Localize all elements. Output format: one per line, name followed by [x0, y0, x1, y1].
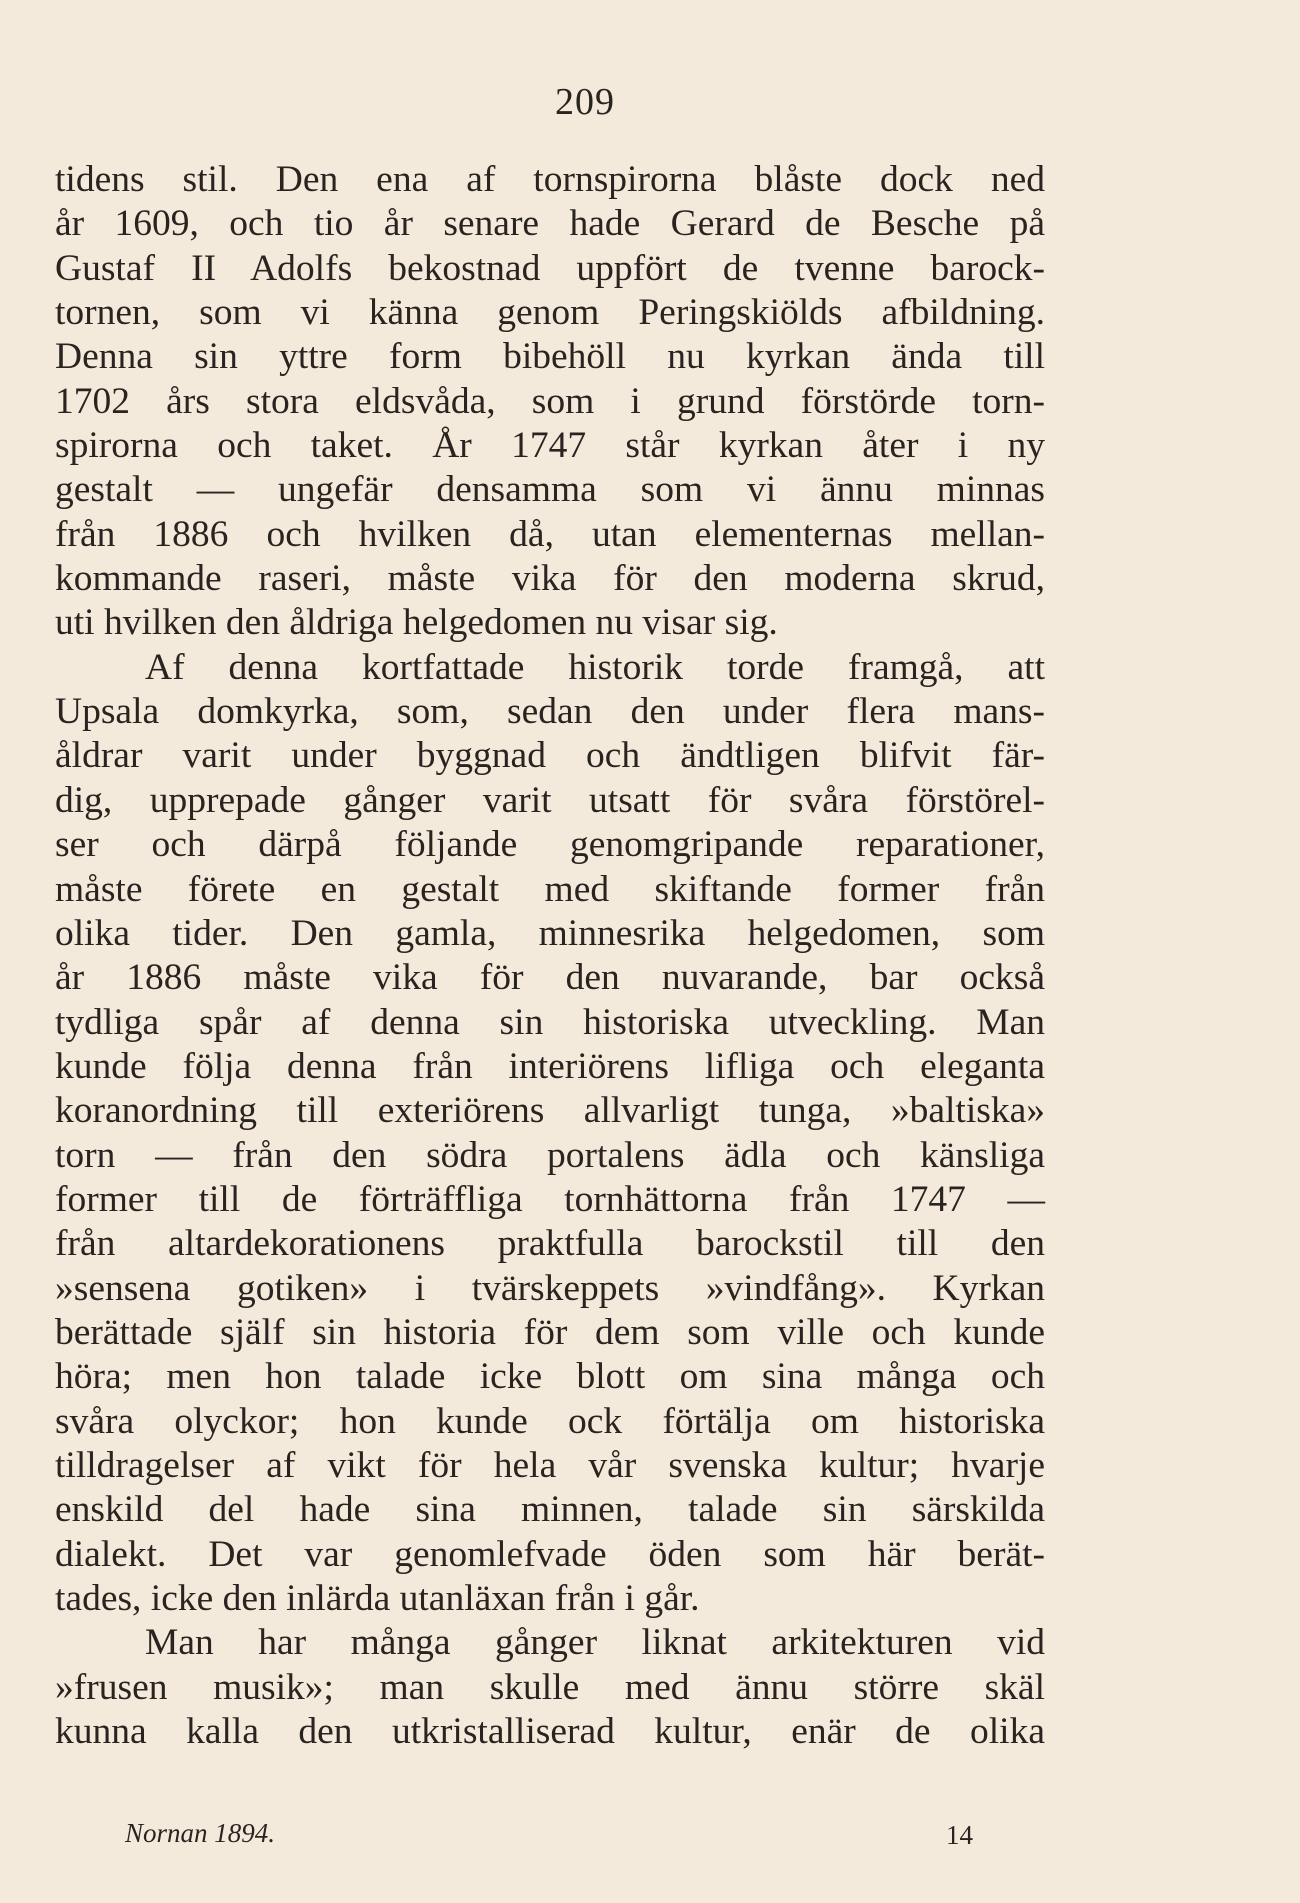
text-line: Gustaf II Adolfs bekostnad uppfört de tvenne barock-: [55, 247, 1045, 289]
page-footer: [125, 1818, 973, 1858]
body-text: [55, 158, 1045, 1754]
text-line: tades, icke den inlärda utanläxan från i går.: [55, 1578, 700, 1619]
text-line: kunna kalla den utkristalliserad kultur, enär de olika: [55, 1711, 1045, 1753]
text-line: år 1609, och tio år senare hade Gerard de Besche på: [55, 203, 1045, 245]
text-line: Upsala domkyrka, som, sedan den under flera mans-: [55, 691, 1045, 733]
text-line: Man har många gånger liknat arkitekturen vid: [145, 1622, 1045, 1664]
text-line: former till de förträffliga tornhättorna från 1747 —: [55, 1178, 1045, 1220]
text-line: åldrar varit under byggnad och ändtligen blifvit fär-: [55, 735, 1045, 777]
text-line: olika tider. Den gamla, minnesrika helgedomen, som: [55, 912, 1045, 954]
text-line: kommande raseri, måste vika för den moderna skrud,: [55, 558, 1045, 600]
text-line: 1702 års stora eldsvåda, som i grund förstörde torn-: [55, 380, 1045, 422]
text-line: koranordning till exteriörens allvarligt tunga, »baltiska»: [55, 1090, 1045, 1132]
text-line: dialekt. Det var genomlefvade öden som här berät-: [55, 1533, 1045, 1575]
text-line: ser och därpå följande genomgripande reparationer,: [55, 824, 1045, 866]
text-line: gestalt — ungefär densamma som vi ännu minnas: [55, 469, 1045, 511]
text-line: torn — från den södra portalens ädla och känsliga: [55, 1134, 1045, 1176]
text-line: från 1886 och hvilken då, utan elementernas mellan-: [55, 513, 1045, 555]
text-line: berättade själf sin historia för dem som ville och kunde: [55, 1311, 1045, 1353]
signature-mark: 14: [946, 1820, 973, 1850]
text-line: spirorna och taket. År 1747 står kyrkan åter i ny: [55, 425, 1045, 467]
text-line: höra; men hon talade icke blott om sina många och: [55, 1356, 1045, 1398]
text-line: uti hvilken den åldriga helgedomen nu visar sig.: [55, 602, 778, 644]
text-line: »frusen musik»; man skulle med ännu större skäl: [55, 1666, 1045, 1708]
text-line: kunde följa denna från interiörens lifliga och eleganta: [55, 1045, 1045, 1087]
text-line: tidens stil. Den ena af tornspirorna blåste dock ned: [55, 159, 1045, 200]
text-line: år 1886 måste vika för den nuvarande, bar också: [55, 957, 1045, 999]
text-line: måste förete en gestalt med skiftande former från: [55, 868, 1045, 910]
text-line: tydliga spår af denna sin historiska utveckling. Man: [55, 1001, 1045, 1043]
text-line: svåra olyckor; hon kunde ock förtälja om historiska: [55, 1400, 1045, 1442]
signature-title: Nornan 1894.: [125, 1818, 276, 1848]
text-line: tornen, som vi känna genom Peringskiölds afbildning.: [55, 292, 1045, 334]
text-line: Af denna kortfattade historik torde framgå, att: [145, 646, 1045, 688]
text-line: Denna sin yttre form bibehöll nu kyrkan ända till: [55, 336, 1045, 378]
text-line: enskild del hade sina minnen, talade sin särskilda: [55, 1489, 1045, 1531]
text-line: »sensena gotiken» i tvärskeppets »vindfång». Kyrkan: [55, 1267, 1045, 1309]
text-line: dig, upprepade gånger varit utsatt för svåra förstörel-: [55, 779, 1045, 821]
text-line: tilldragelser af vikt för hela vår svenska kultur; hvarje: [55, 1444, 1045, 1486]
text-line: från altardekorationens praktfulla barockstil till den: [55, 1223, 1045, 1265]
page-number: 209: [555, 81, 615, 123]
